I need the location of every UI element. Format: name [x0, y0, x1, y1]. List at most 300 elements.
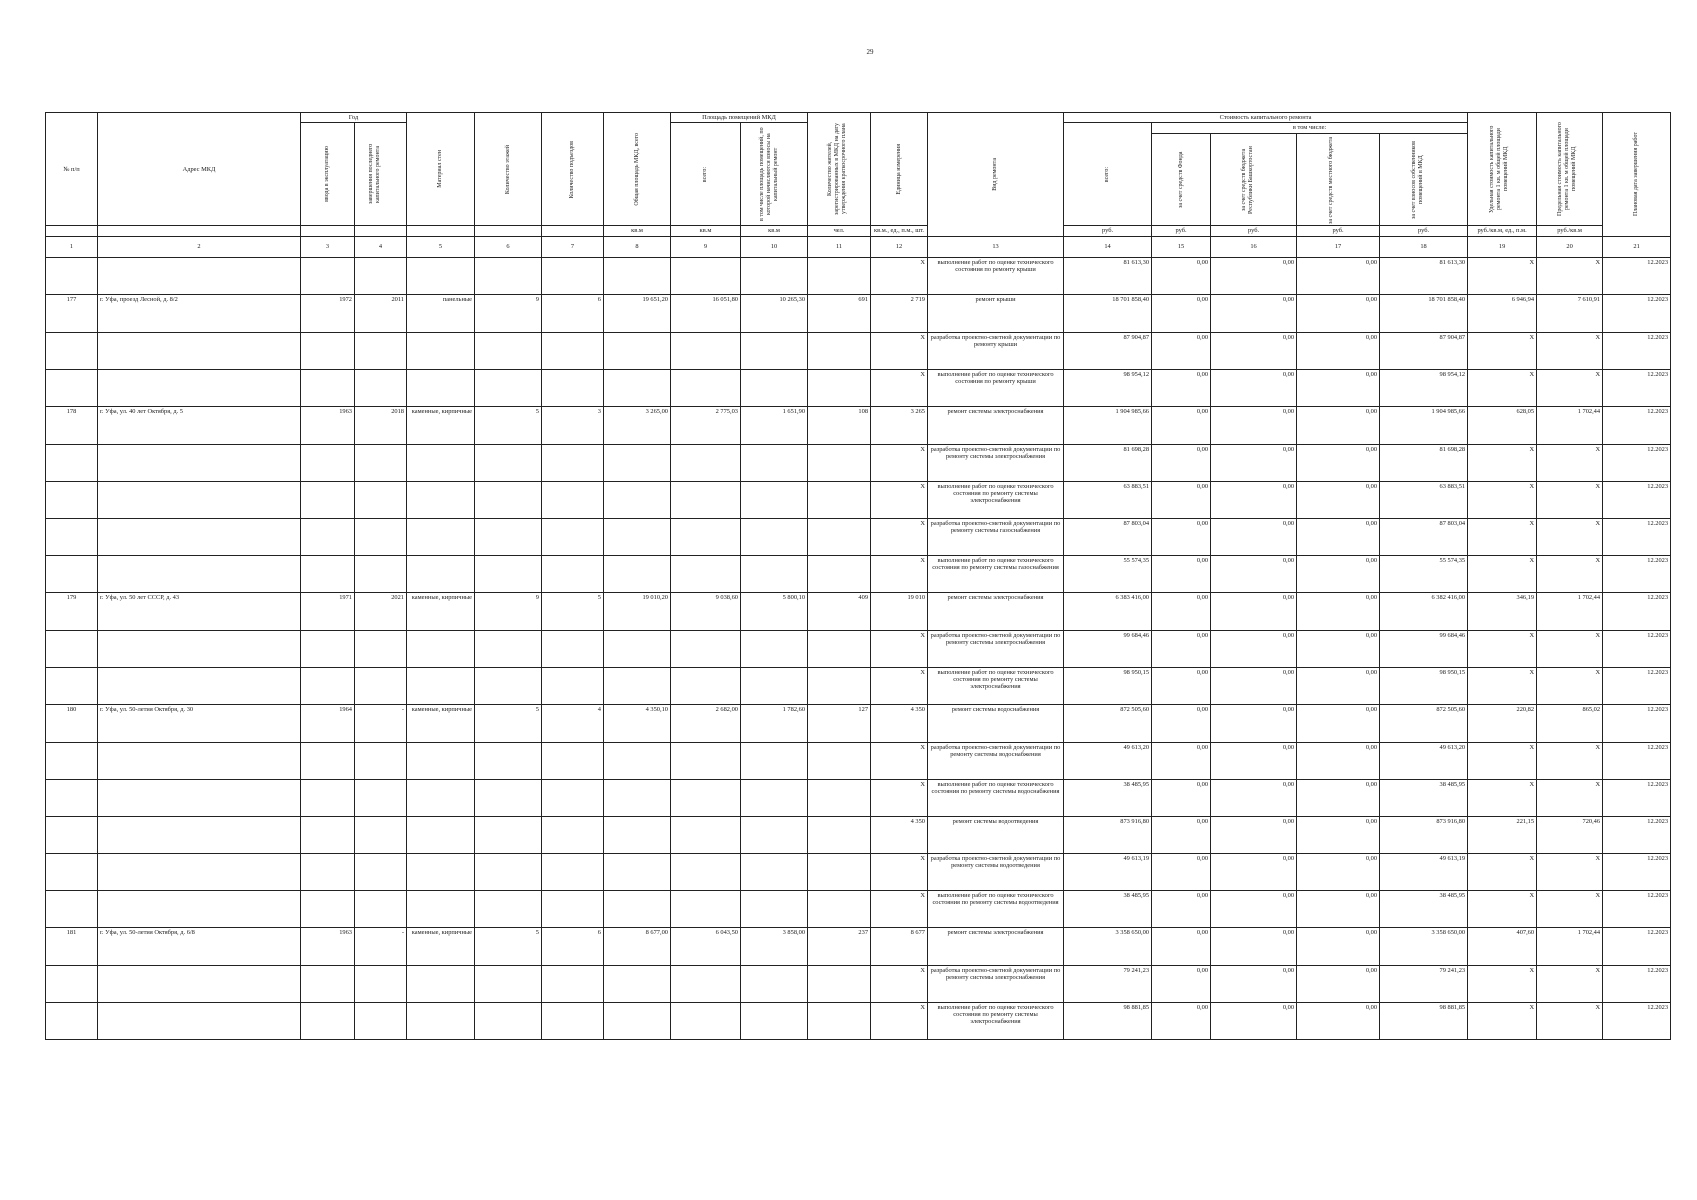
column-index-row [46, 236, 1671, 257]
cell-c20: 1 702,44 [1537, 592, 1603, 630]
cell-y2: 2011 [355, 294, 407, 332]
cell-mat [407, 369, 475, 406]
cell-c16: 0,00 [1211, 555, 1297, 592]
cell-c20: X [1537, 518, 1603, 555]
cell-c18: 98 950,15 [1380, 667, 1468, 704]
table-row [46, 630, 1671, 667]
cell-c14: 81 698,28 [1064, 444, 1152, 481]
cell-c19: X [1468, 481, 1537, 518]
table-row [46, 406, 1671, 444]
cell-c16: 0,00 [1211, 965, 1297, 1002]
cell-c17: 0,00 [1297, 816, 1380, 853]
table-row [46, 816, 1671, 853]
cell-c17: 0,00 [1297, 294, 1380, 332]
cell-y2: 2018 [355, 406, 407, 444]
cell-res [808, 332, 871, 369]
cell-c16: 0,00 [1211, 779, 1297, 816]
cell-c21: 12.2023 [1603, 927, 1671, 965]
cell-res: 108 [808, 406, 871, 444]
table-row [46, 294, 1671, 332]
cell-unit: 8 677 [871, 927, 928, 965]
cell-mat [407, 518, 475, 555]
cell-y2 [355, 332, 407, 369]
cell-n [46, 369, 98, 406]
cell-c14: 99 684,46 [1064, 630, 1152, 667]
header-area-all: всего: [671, 123, 741, 226]
unit-c11: чел. [808, 226, 871, 236]
cell-en [542, 965, 604, 1002]
cell-res: 237 [808, 927, 871, 965]
cell-ta [604, 853, 671, 890]
header-entrances: Количество подъездов [542, 113, 604, 226]
cell-n [46, 1002, 98, 1039]
cell-c21: 12.2023 [1603, 592, 1671, 630]
column-index: 9 [671, 236, 741, 257]
cell-mat [407, 555, 475, 592]
table-row [46, 592, 1671, 630]
cell-c17: 0,00 [1297, 704, 1380, 742]
cell-y1 [301, 816, 355, 853]
cell-c15: 0,00 [1152, 816, 1211, 853]
cell-y1: 1963 [301, 927, 355, 965]
cell-c18: 81 613,30 [1380, 257, 1468, 294]
page-number: 29 [866, 48, 874, 56]
cell-c18: 38 485,95 [1380, 779, 1468, 816]
cell-c20: X [1537, 369, 1603, 406]
cell-c21: 12.2023 [1603, 742, 1671, 779]
cell-c18: 87 803,04 [1380, 518, 1468, 555]
cell-fl [475, 1002, 542, 1039]
cell-y1 [301, 481, 355, 518]
cell-c15: 0,00 [1152, 369, 1211, 406]
table-row [46, 704, 1671, 742]
cell-c14: 87 904,87 [1064, 332, 1152, 369]
cell-c14: 873 916,80 [1064, 816, 1152, 853]
cell-c14: 49 613,19 [1064, 853, 1152, 890]
cell-en [542, 332, 604, 369]
cell-work: разработка проектно-сметной документации по ремонту системы газоснабжения [928, 518, 1064, 555]
cell-y1 [301, 667, 355, 704]
cell-c20: X [1537, 965, 1603, 1002]
table-row [46, 518, 1671, 555]
table-row [46, 369, 1671, 406]
cell-en [542, 518, 604, 555]
cell-unit: X [871, 332, 928, 369]
cell-c16: 0,00 [1211, 630, 1297, 667]
cell-c16: 0,00 [1211, 332, 1297, 369]
cell-res [808, 630, 871, 667]
cell-c14: 1 904 985,66 [1064, 406, 1152, 444]
header-cost-rb: за счет средств бюджета Республики Башкортостан [1211, 133, 1297, 225]
cell-y2 [355, 257, 407, 294]
cell-en [542, 555, 604, 592]
cell-a9 [671, 890, 741, 927]
cell-mat [407, 816, 475, 853]
table-row [46, 257, 1671, 294]
cell-c20: X [1537, 853, 1603, 890]
cell-c14: 3 358 650,00 [1064, 927, 1152, 965]
cell-c14: 18 701 858,40 [1064, 294, 1152, 332]
cell-n [46, 667, 98, 704]
cell-c16: 0,00 [1211, 369, 1297, 406]
cell-addr [98, 369, 301, 406]
cell-c19: X [1468, 965, 1537, 1002]
cell-a9: 2 775,03 [671, 406, 741, 444]
cell-c19: X [1468, 555, 1537, 592]
cell-a10 [741, 816, 808, 853]
cell-c15: 0,00 [1152, 779, 1211, 816]
cell-mat [407, 1002, 475, 1039]
cell-a10 [741, 742, 808, 779]
cell-res [808, 257, 871, 294]
header-repair-type: Вид ремонта [928, 113, 1064, 237]
cell-c21: 12.2023 [1603, 257, 1671, 294]
cell-addr [98, 444, 301, 481]
cell-work: выполнение работ по оценке технического состояния по ремонту системы газоснабжения [928, 555, 1064, 592]
cell-fl: 9 [475, 592, 542, 630]
header-n: № п/п [46, 113, 98, 226]
cell-c16: 0,00 [1211, 518, 1297, 555]
column-index: 8 [604, 236, 671, 257]
cell-c15: 0,00 [1152, 592, 1211, 630]
cell-res [808, 779, 871, 816]
cell-en: 6 [542, 927, 604, 965]
header-total-area: Общая площадь МКД, всего [604, 113, 671, 226]
cell-c20: X [1537, 742, 1603, 779]
cell-y1: 1972 [301, 294, 355, 332]
cell-c17: 0,00 [1297, 1002, 1380, 1039]
cell-en [542, 630, 604, 667]
unit-c19: руб./кв.м, ед., п.м. [1468, 226, 1537, 236]
table-row [46, 927, 1671, 965]
cell-c17: 0,00 [1297, 742, 1380, 779]
header-residents: Количество жителей, зарегистрированных в МКД на дату утверждения краткосрочного плана [808, 113, 871, 226]
cell-fl [475, 890, 542, 927]
cell-res [808, 555, 871, 592]
column-index: 11 [808, 236, 871, 257]
cell-c17: 0,00 [1297, 444, 1380, 481]
cell-c17: 0,00 [1297, 927, 1380, 965]
cell-c15: 0,00 [1152, 1002, 1211, 1039]
cell-unit: X [871, 779, 928, 816]
cell-en [542, 369, 604, 406]
column-index: 5 [407, 236, 475, 257]
column-index: 13 [928, 236, 1064, 257]
cell-c16: 0,00 [1211, 1002, 1297, 1039]
cell-c20: X [1537, 555, 1603, 592]
cell-c20: X [1537, 1002, 1603, 1039]
cell-addr: г. Уфа, проезд Лесной, д. 8/2 [98, 294, 301, 332]
cell-c19: X [1468, 890, 1537, 927]
cell-mat: каменные, кирпичные [407, 927, 475, 965]
header-cost-fund: за счет средств Фонда [1152, 133, 1211, 225]
column-index: 4 [355, 236, 407, 257]
cell-y1 [301, 332, 355, 369]
cell-c14: 38 485,95 [1064, 779, 1152, 816]
cell-c17: 0,00 [1297, 667, 1380, 704]
cell-c16: 0,00 [1211, 816, 1297, 853]
cell-work: выполнение работ по оценке технического состояния по ремонту системы электроснабжения [928, 481, 1064, 518]
cell-c17: 0,00 [1297, 965, 1380, 1002]
header-wall-material: Материал стен [407, 113, 475, 226]
cell-a9 [671, 965, 741, 1002]
cell-res [808, 853, 871, 890]
cell-res [808, 518, 871, 555]
cell-res [808, 369, 871, 406]
cell-c15: 0,00 [1152, 406, 1211, 444]
cell-c21: 12.2023 [1603, 444, 1671, 481]
cell-c21: 12.2023 [1603, 890, 1671, 927]
cell-c18: 79 241,23 [1380, 965, 1468, 1002]
cell-c17: 0,00 [1297, 853, 1380, 890]
cell-mat: каменные, кирпичные [407, 406, 475, 444]
cell-addr [98, 1002, 301, 1039]
cell-ta [604, 481, 671, 518]
unit-c8: кв.м [604, 226, 671, 236]
cell-a9 [671, 779, 741, 816]
cell-work: разработка проектно-сметной документации по ремонту системы электроснабжения [928, 444, 1064, 481]
cell-c15: 0,00 [1152, 481, 1211, 518]
cell-a9 [671, 481, 741, 518]
cell-y1 [301, 1002, 355, 1039]
cell-n [46, 853, 98, 890]
cell-y1 [301, 965, 355, 1002]
cell-en [542, 853, 604, 890]
cell-c18: 63 883,51 [1380, 481, 1468, 518]
cell-en [542, 444, 604, 481]
header-area-contrib: в том числе площадь помещений, по которой начисляются взносы на капитальный ремонт [741, 123, 808, 226]
cell-mat: панельные [407, 294, 475, 332]
cell-c21: 12.2023 [1603, 369, 1671, 406]
cell-ta [604, 667, 671, 704]
cell-y2 [355, 1002, 407, 1039]
column-index: 20 [1537, 236, 1603, 257]
cell-en: 6 [542, 294, 604, 332]
cell-addr: г. Уфа, ул. 40 лет Октября, д. 5 [98, 406, 301, 444]
cell-c14: 55 574,35 [1064, 555, 1152, 592]
cell-ta [604, 332, 671, 369]
cell-unit: X [871, 742, 928, 779]
cell-a10 [741, 332, 808, 369]
cell-a9 [671, 816, 741, 853]
cell-c17: 0,00 [1297, 406, 1380, 444]
cell-c14: 98 954,12 [1064, 369, 1152, 406]
table-body [46, 257, 1671, 1039]
cell-fl [475, 816, 542, 853]
header-address: Адрес МКД [98, 113, 301, 226]
cell-work: выполнение работ по оценке технического состояния по ремонту системы электроснабжения [928, 1002, 1064, 1039]
cell-fl [475, 667, 542, 704]
cell-y2 [355, 779, 407, 816]
cell-y1 [301, 853, 355, 890]
cell-c17: 0,00 [1297, 257, 1380, 294]
table-row [46, 779, 1671, 816]
cell-addr [98, 555, 301, 592]
table-row [46, 890, 1671, 927]
cell-c16: 0,00 [1211, 853, 1297, 890]
cell-c20: 720,46 [1537, 816, 1603, 853]
cell-y1: 1964 [301, 704, 355, 742]
cell-n: 180 [46, 704, 98, 742]
unit-c9: кв.м [671, 226, 741, 236]
cell-n [46, 965, 98, 1002]
cell-a9 [671, 1002, 741, 1039]
cell-n: 181 [46, 927, 98, 965]
header-incl: в том числе: [1152, 123, 1468, 134]
cell-c21: 12.2023 [1603, 518, 1671, 555]
cell-unit: X [871, 890, 928, 927]
cell-c14: 872 505,60 [1064, 704, 1152, 742]
column-index: 1 [46, 236, 98, 257]
cell-mat: каменные, кирпичные [407, 704, 475, 742]
cell-unit: X [871, 853, 928, 890]
cell-work: разработка проектно-сметной документации по ремонту системы электроснабжения [928, 630, 1064, 667]
cell-n [46, 630, 98, 667]
cell-n [46, 742, 98, 779]
unit-c14: руб. [1064, 226, 1152, 236]
cell-c21: 12.2023 [1603, 555, 1671, 592]
cell-c20: X [1537, 332, 1603, 369]
cell-y2: - [355, 704, 407, 742]
cell-a10 [741, 890, 808, 927]
cell-res: 691 [808, 294, 871, 332]
cell-c16: 0,00 [1211, 927, 1297, 965]
cell-a9 [671, 257, 741, 294]
cell-work: ремонт системы электроснабжения [928, 927, 1064, 965]
cell-unit: X [871, 1002, 928, 1039]
cell-c15: 0,00 [1152, 630, 1211, 667]
unit-c10: кв.м [741, 226, 808, 236]
cell-ta [604, 816, 671, 853]
cell-c19: X [1468, 369, 1537, 406]
cell-ta [604, 742, 671, 779]
cell-c20: X [1537, 779, 1603, 816]
cell-work: выполнение работ по оценке технического состояния по ремонту системы электроснабжения [928, 667, 1064, 704]
cell-res: 409 [808, 592, 871, 630]
cell-c17: 0,00 [1297, 630, 1380, 667]
header-cost-group: Стоимость капитального ремонта [1064, 113, 1468, 123]
cell-a9 [671, 630, 741, 667]
cell-addr [98, 332, 301, 369]
cell-unit: X [871, 667, 928, 704]
table-row [46, 444, 1671, 481]
cell-y2 [355, 518, 407, 555]
cell-ta [604, 518, 671, 555]
header-max-cost: Предельная стоимость капитального ремонта 1 кв. м общей площади помещений МКД [1537, 113, 1603, 226]
cell-y1 [301, 444, 355, 481]
cell-fl: 5 [475, 406, 542, 444]
cell-n [46, 816, 98, 853]
cell-work: выполнение работ по оценке технического состояния по ремонту крыши [928, 257, 1064, 294]
cell-c17: 0,00 [1297, 332, 1380, 369]
cell-c15: 0,00 [1152, 704, 1211, 742]
cell-mat [407, 332, 475, 369]
cell-unit: X [871, 444, 928, 481]
cell-y1 [301, 630, 355, 667]
cell-a10: 1 651,90 [741, 406, 808, 444]
cell-a10 [741, 481, 808, 518]
cell-en: 4 [542, 704, 604, 742]
cell-y2 [355, 816, 407, 853]
header-year-group: Год [301, 113, 407, 123]
cell-addr [98, 518, 301, 555]
column-index: 18 [1380, 236, 1468, 257]
cell-a10 [741, 667, 808, 704]
cell-n [46, 890, 98, 927]
cell-y2 [355, 555, 407, 592]
table-row [46, 555, 1671, 592]
cell-a9 [671, 555, 741, 592]
cell-c19: X [1468, 667, 1537, 704]
cell-mat [407, 965, 475, 1002]
cell-c18: 3 358 650,00 [1380, 927, 1468, 965]
cell-c18: 81 698,28 [1380, 444, 1468, 481]
cell-c18: 1 904 985,66 [1380, 406, 1468, 444]
column-index: 12 [871, 236, 928, 257]
cell-addr: г. Уфа, ул. 50 лет СССР, д. 43 [98, 592, 301, 630]
cell-c18: 872 505,60 [1380, 704, 1468, 742]
cell-fl [475, 853, 542, 890]
cell-ta: 4 350,10 [604, 704, 671, 742]
cell-c18: 98 954,12 [1380, 369, 1468, 406]
cell-c16: 0,00 [1211, 890, 1297, 927]
cell-work: ремонт системы электроснабжения [928, 592, 1064, 630]
cell-fl: 5 [475, 704, 542, 742]
column-index: 16 [1211, 236, 1297, 257]
cell-c21: 12.2023 [1603, 406, 1671, 444]
cell-n [46, 444, 98, 481]
cell-fl: 5 [475, 927, 542, 965]
cell-c16: 0,00 [1211, 294, 1297, 332]
cell-c18: 49 613,19 [1380, 853, 1468, 890]
cell-c21: 12.2023 [1603, 481, 1671, 518]
cell-en [542, 742, 604, 779]
cell-ta [604, 779, 671, 816]
cell-y1: 1963 [301, 406, 355, 444]
cell-unit: X [871, 257, 928, 294]
cell-c19: X [1468, 257, 1537, 294]
cell-c19: 346,19 [1468, 592, 1537, 630]
cell-addr [98, 965, 301, 1002]
unit-c15: руб. [1152, 226, 1211, 236]
header-unit: Единица измерения [871, 113, 928, 226]
cell-y2: 2021 [355, 592, 407, 630]
cell-c21: 12.2023 [1603, 294, 1671, 332]
cell-en [542, 481, 604, 518]
cell-c18: 38 485,95 [1380, 890, 1468, 927]
cell-a10: 1 782,60 [741, 704, 808, 742]
cell-res [808, 890, 871, 927]
cell-c16: 0,00 [1211, 592, 1297, 630]
cell-c19: X [1468, 630, 1537, 667]
cell-fl [475, 555, 542, 592]
cell-en [542, 257, 604, 294]
cell-c21: 12.2023 [1603, 704, 1671, 742]
cell-c15: 0,00 [1152, 742, 1211, 779]
cell-c19: X [1468, 444, 1537, 481]
cell-y1 [301, 518, 355, 555]
table-row [46, 965, 1671, 1002]
cell-c21: 12.2023 [1603, 853, 1671, 890]
cell-fl [475, 630, 542, 667]
cell-c15: 0,00 [1152, 518, 1211, 555]
cell-a9: 16 051,80 [671, 294, 741, 332]
header-floors: Количество этажей [475, 113, 542, 226]
cell-res [808, 816, 871, 853]
cell-c18: 99 684,46 [1380, 630, 1468, 667]
cell-work: ремонт системы водоснабжения [928, 704, 1064, 742]
table-row [46, 853, 1671, 890]
